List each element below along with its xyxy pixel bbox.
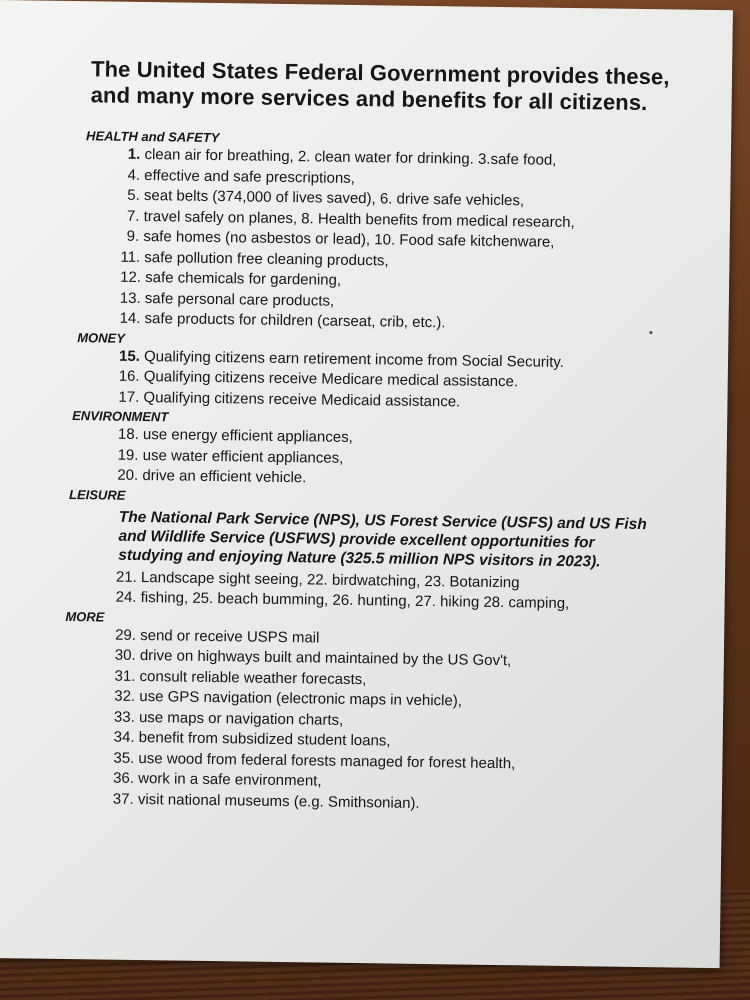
list-item: 32. use GPS navigation (electronic maps in vehicle), — [114, 687, 463, 710]
list-item: 9. safe homes (no asbestos or lead), 10. Food safe kitchenware, — [126, 227, 555, 251]
list-item: 18. use energy efficient appliances, — [117, 425, 353, 446]
list-item: 34. benefit from subsidized student loans, — [113, 728, 391, 750]
section-heading-leisure: LEISURE — [69, 486, 126, 503]
list-item: 20. drive an efficient vehicle. — [117, 466, 307, 487]
section-heading-environment: ENVIRONMENT — [72, 408, 169, 425]
list-item: 13. safe personal care products, — [119, 289, 335, 310]
list-item: 21. Landscape sight seeing, 22. birdwatching, 23. Botanizing — [115, 568, 520, 591]
list-item: 11. safe pollution free cleaning products, — [120, 248, 389, 269]
section-heading-health-safety: HEALTH and SAFETY — [86, 128, 220, 146]
list-item: 33. use maps or navigation charts, — [113, 708, 344, 729]
list-item: 17. Qualifying citizens receive Medicaid assistance. — [118, 388, 461, 410]
list-item: 31. consult reliable weather forecasts, — [114, 667, 367, 688]
nps-paragraph: The National Park Service (NPS), US Forest Service (USFS) and US Fish and Wildlife Service (USFWS) provide excellent opportunities for studying and enjoying Nature (325.5 million NPS visitors in 2023). — [118, 508, 647, 570]
more-list — [77, 625, 680, 818]
list-item: 37. visit national museums (e.g. Smithsonian). — [112, 790, 420, 812]
environment-list — [81, 424, 682, 494]
list-item: 12. safe chemicals for gardening, — [120, 268, 342, 289]
list-item: 1. clean air for breathing, 2. clean water for drinking. 3.safe food, — [127, 145, 557, 169]
document-body — [65, 56, 687, 817]
list-item: 16. Qualifying citizens receive Medicare medical assistance. — [118, 367, 519, 391]
list-item: 14. safe products for children (carseat, crib, etc.). — [119, 309, 446, 332]
list-item: 24. fishing, 25. beach bumming, 26. hunting, 27. hiking 28. camping, — [115, 588, 570, 613]
list-item: 36. work in a safe environment, — [113, 769, 322, 790]
section-heading-money: MONEY — [77, 329, 126, 346]
list-item: 35. use wood from federal forests managed for forest health, — [113, 749, 516, 772]
document-title: The United States Federal Government provides these, and many more services and benefits for all citizens. — [90, 56, 670, 116]
list-item: 7. travel safely on planes, 8. Health benefits from medical research, — [126, 207, 575, 231]
money-list — [82, 346, 683, 416]
leisure-list — [80, 567, 681, 616]
section-heading-more: MORE — [65, 608, 105, 625]
health-safety-list — [83, 144, 686, 337]
list-item: 5. seat belts (374,000 of lives saved), 6. drive safe vehicles, — [127, 186, 525, 210]
list-item: 30. drive on highways built and maintained by the US Gov't, — [114, 646, 512, 670]
list-item: 29. send or receive USPS mail — [115, 626, 320, 647]
list-item: 15. Qualifying citizens earn retirement income from Social Security. — [118, 347, 565, 371]
list-item: 19. use water efficient appliances, — [117, 446, 344, 467]
list-item: 4. effective and safe prescriptions, — [127, 166, 356, 187]
